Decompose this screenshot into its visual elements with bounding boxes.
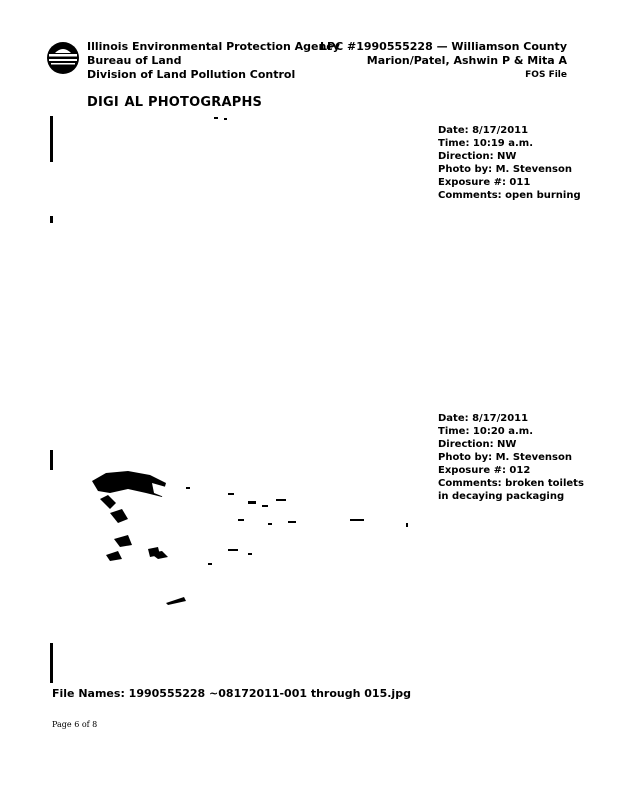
photo-2-image	[88, 463, 428, 613]
page-number: Page 6 of 8	[52, 720, 98, 729]
photo-photographer: Photo by: M. Stevenson	[438, 452, 572, 463]
agency-block	[87, 40, 340, 82]
photo-photographer: Photo by: M. Stevenson	[438, 164, 572, 175]
site-id: LPC #1990555228 — Williamson County	[320, 40, 567, 53]
scan-speck	[224, 118, 227, 120]
site-block	[320, 40, 567, 82]
photo-exposure: Exposure #: 012	[438, 465, 531, 476]
photo-exposure: Exposure #: 011	[438, 177, 531, 188]
photo-comments: Comments: broken toilets	[438, 478, 584, 489]
file-type: FOS File	[525, 70, 567, 80]
photo-direction: Direction: NW	[438, 151, 517, 162]
bureau-name: Bureau of Land	[87, 54, 182, 67]
margin-bar	[50, 643, 53, 683]
photo-time: Time: 10:19 a.m.	[438, 138, 534, 149]
site-name: Marion/Patel, Ashwin P & Mita A	[366, 54, 567, 67]
file-names: File Names: 1990555228 ~08172011-001 through 015.jpg	[52, 687, 411, 700]
photo-2-metadata	[438, 412, 584, 503]
scan-speck	[214, 117, 218, 119]
page-title: DIGI AL PHOTOGRAPHS	[87, 95, 263, 110]
margin-bar	[50, 450, 53, 470]
division-name: Division of Land Pollution Control	[87, 68, 296, 81]
photo-comments: Comments: open burning	[438, 190, 581, 201]
photo-comments-cont: in decaying packaging	[438, 491, 565, 502]
photo-date: Date: 8/17/2011	[438, 413, 529, 424]
photo-time: Time: 10:20 a.m.	[438, 426, 534, 437]
margin-bar	[50, 116, 53, 162]
illinois-epa-logo-icon	[46, 41, 80, 75]
photo-1-metadata	[438, 124, 581, 202]
margin-bar	[50, 216, 53, 223]
photo-date: Date: 8/17/2011	[438, 125, 529, 136]
photo-direction: Direction: NW	[438, 439, 517, 450]
agency-name: Illinois Environmental Protection Agency	[87, 40, 340, 53]
